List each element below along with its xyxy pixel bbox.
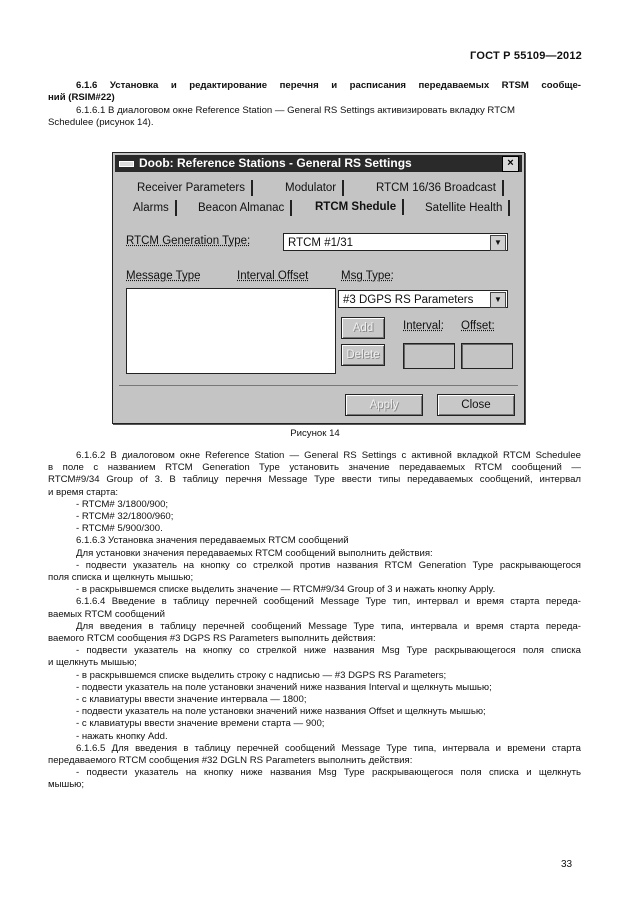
apply-button[interactable]: Apply [345,394,423,416]
figure-caption: Рисунок 14 [290,428,340,439]
body-line: - RTCM# 3/1800/900; [76,498,169,510]
body-line: и время старта: [48,486,119,498]
body-line: - нажать кнопку Add. [76,730,168,742]
body-line: передаваемого RTCM сообщения #32 DGLN RS Parameters выполнить действия: [48,755,413,767]
tab-rtcm-shedule[interactable]: RTCM Shedule [309,199,404,215]
tab-receiver-parameters[interactable]: Receiver Parameters [131,180,253,196]
body-line: 6.1.6.3 Установка значения передаваемых RTCM сообщений [76,535,349,547]
chevron-down-icon[interactable]: ▼ [490,235,506,251]
body-line: 6.1.6.2 В диалоговом окне Reference Station — General RS Settings с активной вкладкой RTCM Schedulee [76,450,581,461]
body-line: - подвести указатель на кнопку ниже названия Msg Type раскрывающегося поля списка и щелкнуть [76,767,581,779]
body-line: 6.1.6.4 Введение в таблицу перечней сообщений Message Type тип, интервал и время старта переда- [76,596,581,608]
msg-type-select[interactable] [338,290,508,308]
body-text [48,450,581,792]
body-line: Для введения в таблицу перечней сообщений Message Type типа, интервала и время старта переда- [76,620,581,632]
intro-line: 6.1.6.1 В диалоговом окне Reference Station — General RS Settings активизировать вкладку RTCM [76,105,515,116]
tab-beacon-almanac[interactable]: Beacon Almanac [192,200,292,216]
body-line: ваемого RTCM сообщения #3 DGPS RS Parameters выполнить действия: [48,633,376,645]
interval-offset-column-header: Interval Offset [237,270,309,282]
interval-label: Interval: [403,320,444,332]
close-button[interactable]: Close [437,394,515,416]
general-rs-settings-dialog [112,152,525,424]
intro-line: Schedulee (рисунок 14). [48,117,154,129]
page-number: 33 [561,859,573,870]
message-type-list[interactable] [126,288,336,374]
body-line: ваемых RTCM сообщений [48,608,166,620]
body-line: мышью; [48,779,85,791]
body-line: - с клавиатуры ввести значение интервала — 1800; [76,694,307,706]
message-type-column-header: Message Type [126,270,201,282]
add-button[interactable]: Add [341,317,385,339]
dialog-title: Doob: Reference Stations - General RS Settings [139,156,412,170]
body-line: Для установки значения передаваемых RTCM сообщений выполнить действия: [76,547,433,559]
body-line: поля списка и щелкнуть мышью; [48,572,194,584]
section-title-line: ний (RSIM#22) [48,92,115,104]
body-line: - с клавиатуры ввести значение времени старта — 900; [76,718,325,730]
msg-type-value: #3 DGPS RS Parameters [343,294,474,306]
interval-input[interactable] [403,343,455,369]
body-line: - подвести указатель на поле установки значений ниже названия Interval и щелкнуть мышью; [76,681,492,693]
body-line: в поле с названием RTCM Generation Type установить значение передаваемых RTCM сообщений — [48,462,581,474]
dialog-separator [119,385,518,386]
body-line: - подвести указатель на кнопку со стрелкой ниже названия Msg Type раскрывающегося поля списка [76,645,581,657]
body-line: и щелкнуть мышью; [48,657,137,669]
offset-input[interactable] [461,343,513,369]
tab-alarms[interactable]: Alarms [127,200,177,216]
generation-type-value: RTCM #1/31 [288,237,353,249]
tab-rtcm-16-36-broadcast[interactable]: RTCM 16/36 Broadcast [370,180,504,196]
body-line: - подвести указатель на поле установки значений ниже названия Offset и щелкнуть мышью; [76,706,486,718]
body-line: - RTCM# 32/1800/960; [76,511,174,523]
body-line: - в раскрывшемся списке выделить значение — RTCM#9/34 Group of 3 и нажать кнопку Apply. [76,584,496,596]
dialog-titlebar [115,155,522,172]
document-header: ГОСТ Р 55109—2012 [470,50,582,62]
close-icon[interactable]: × [502,156,519,172]
msg-type-label: Msg Type: [341,270,394,282]
body-line: - RTCM# 5/900/300. [76,523,163,535]
body-line: - подвести указатель на кнопку со стрелкой против названия RTCM Generation Type раскрывающегося [76,559,581,571]
offset-label: Offset: [461,320,495,332]
tab-modulator[interactable]: Modulator [279,180,344,196]
tab-satellite-health[interactable]: Satellite Health [419,200,510,216]
generation-type-select[interactable] [283,233,508,251]
chevron-down-icon[interactable]: ▼ [490,292,506,308]
section-title-line: 6.1.6 Установка и редактирование перечня и расписания передаваемых RTSM сообще- [76,80,581,91]
section-title [48,80,581,104]
body-line: RTCM#9/34 Group of 3. В таблицу перечня Message Type ввести типы передаваемых сообщений, интервал [48,474,581,486]
intro-paragraph [48,105,581,129]
delete-button[interactable]: Delete [341,344,385,366]
system-menu-icon[interactable] [119,161,134,167]
generation-type-label: RTCM Generation Type: [126,235,251,247]
body-line: 6.1.6.5 Для введения в таблицу перечней сообщений Message Type типа, интервала и времени старта [76,742,581,754]
body-line: - в раскрывшемся списке выделить строку с надписью — #3 DGPS RS Parameters; [76,669,447,681]
